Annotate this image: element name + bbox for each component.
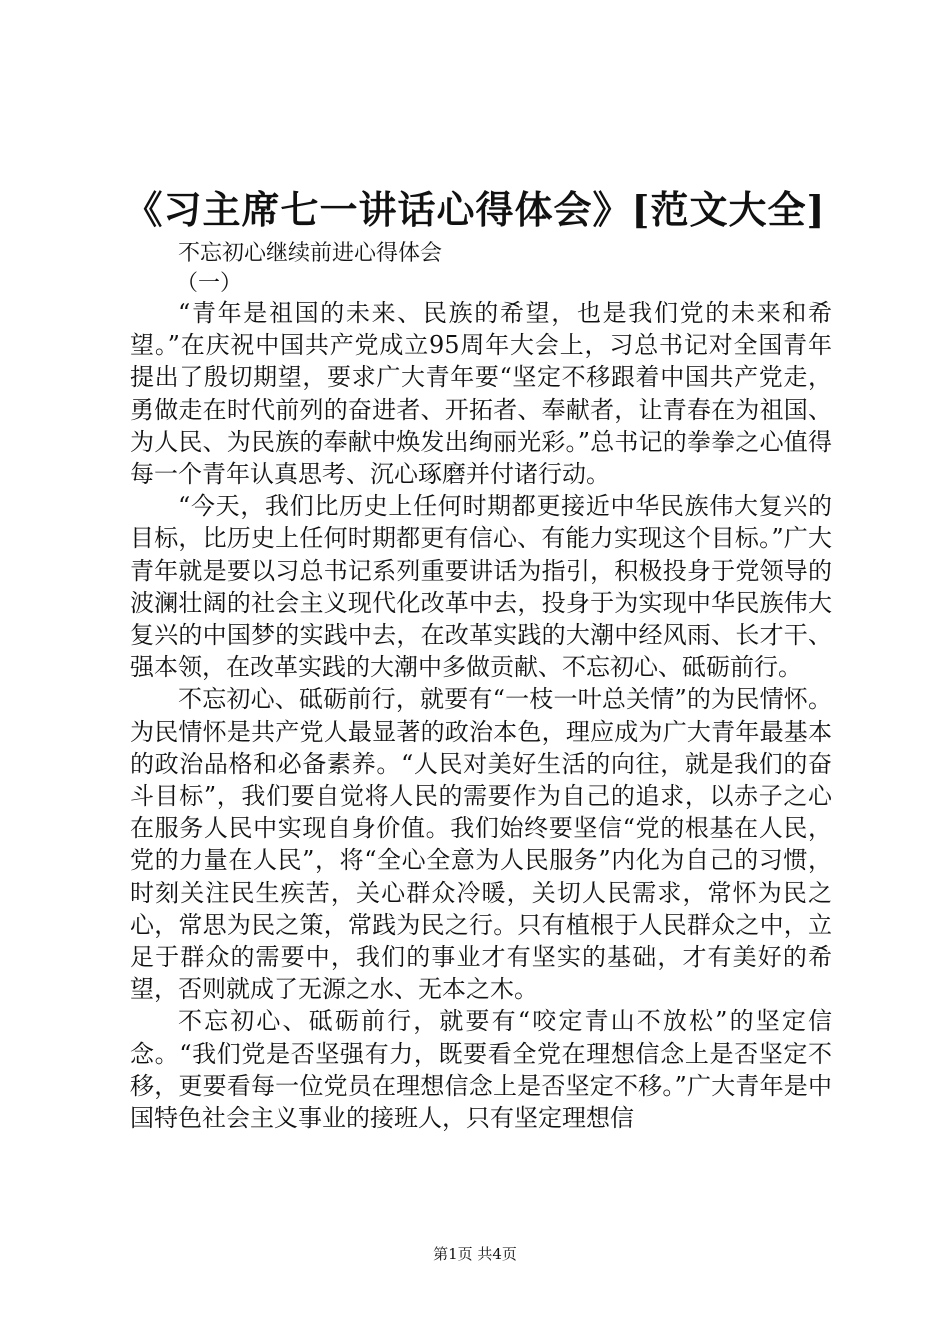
section-label: （一） — [176, 271, 243, 296]
paragraph-2: “今天，我们比历史上任何时期都更接近中华民族伟大复兴的目标，比历史上任何时期都更有信心、有能力实现这个目标。”广大青年就是要以习总书记系列重要讲话为指引，积极投身于党领导的波澜壮阔的社会主义现代化改革中去，投身于为实现中华民族伟大复兴的中国梦的实践中去，在改革实践的大潮中经风雨、长才干、强本领，在改革实践的大潮中多做贡献、不忘初心、砥砺前行。 — [130, 492, 832, 682]
paragraph-1: “青年是祖国的未来、民族的希望，也是我们党的未来和希望。”在庆祝中国共产党成立95周年大会上，习总书记对全国青年提出了殷切期望，要求广大青年要“坚定不移跟着中国共产党走，勇做走在时代前列的奋进者、开拓者、奉献者，让青春在为祖国、为人民、为民族的奉献中焕发出绚丽光彩。”总书记的拳拳之心值得每一个青年认真思考、沉心琢磨并付诸行动。 — [130, 299, 832, 489]
page-footer: 第1页 共4页 — [433, 1245, 517, 1263]
paragraph-4: 不忘初心、砥砺前行，就要有“咬定青山不放松”的坚定信念。“我们党是否坚强有力，既要看全党在理想信念上是否坚定不移，更要看每一位党员在理想信念上是否坚定不移。”广大青年是中国特色社会主义事业的接班人，只有坚定理想信 — [130, 1007, 832, 1133]
document-subtitle: 不忘初心继续前进心得体会 — [178, 241, 443, 266]
document-title: 《习主席七一讲话心得体会》[范文大全] — [124, 187, 826, 232]
document-body — [130, 297, 832, 1134]
paragraph-3: 不忘初心、砥砺前行，就要有“一枝一叶总关情”的为民情怀。为民情怀是共产党人最显著的政治本色，理应成为广大青年最基本的政治品格和必备素养。“人民对美好生活的向往，就是我们的奋斗目标”，我们要自觉将人民的需要作为自己的追求，以赤子之心在服务人民中实现自身价值。我们始终要坚信“党的根基在人民，党的力量在人民”，将“全心全意为人民服务”内化为自己的习惯，时刻关注民生疾苦，关心群众冷暖，关切人民需求，常怀为民之心，常思为民之策，常践为民之行。只有植根于人民群众之中，立足于群众的需要中，我们的事业才有坚实的基础，才有美好的希望，否则就成了无源之水、无本之木。 — [130, 685, 832, 1004]
